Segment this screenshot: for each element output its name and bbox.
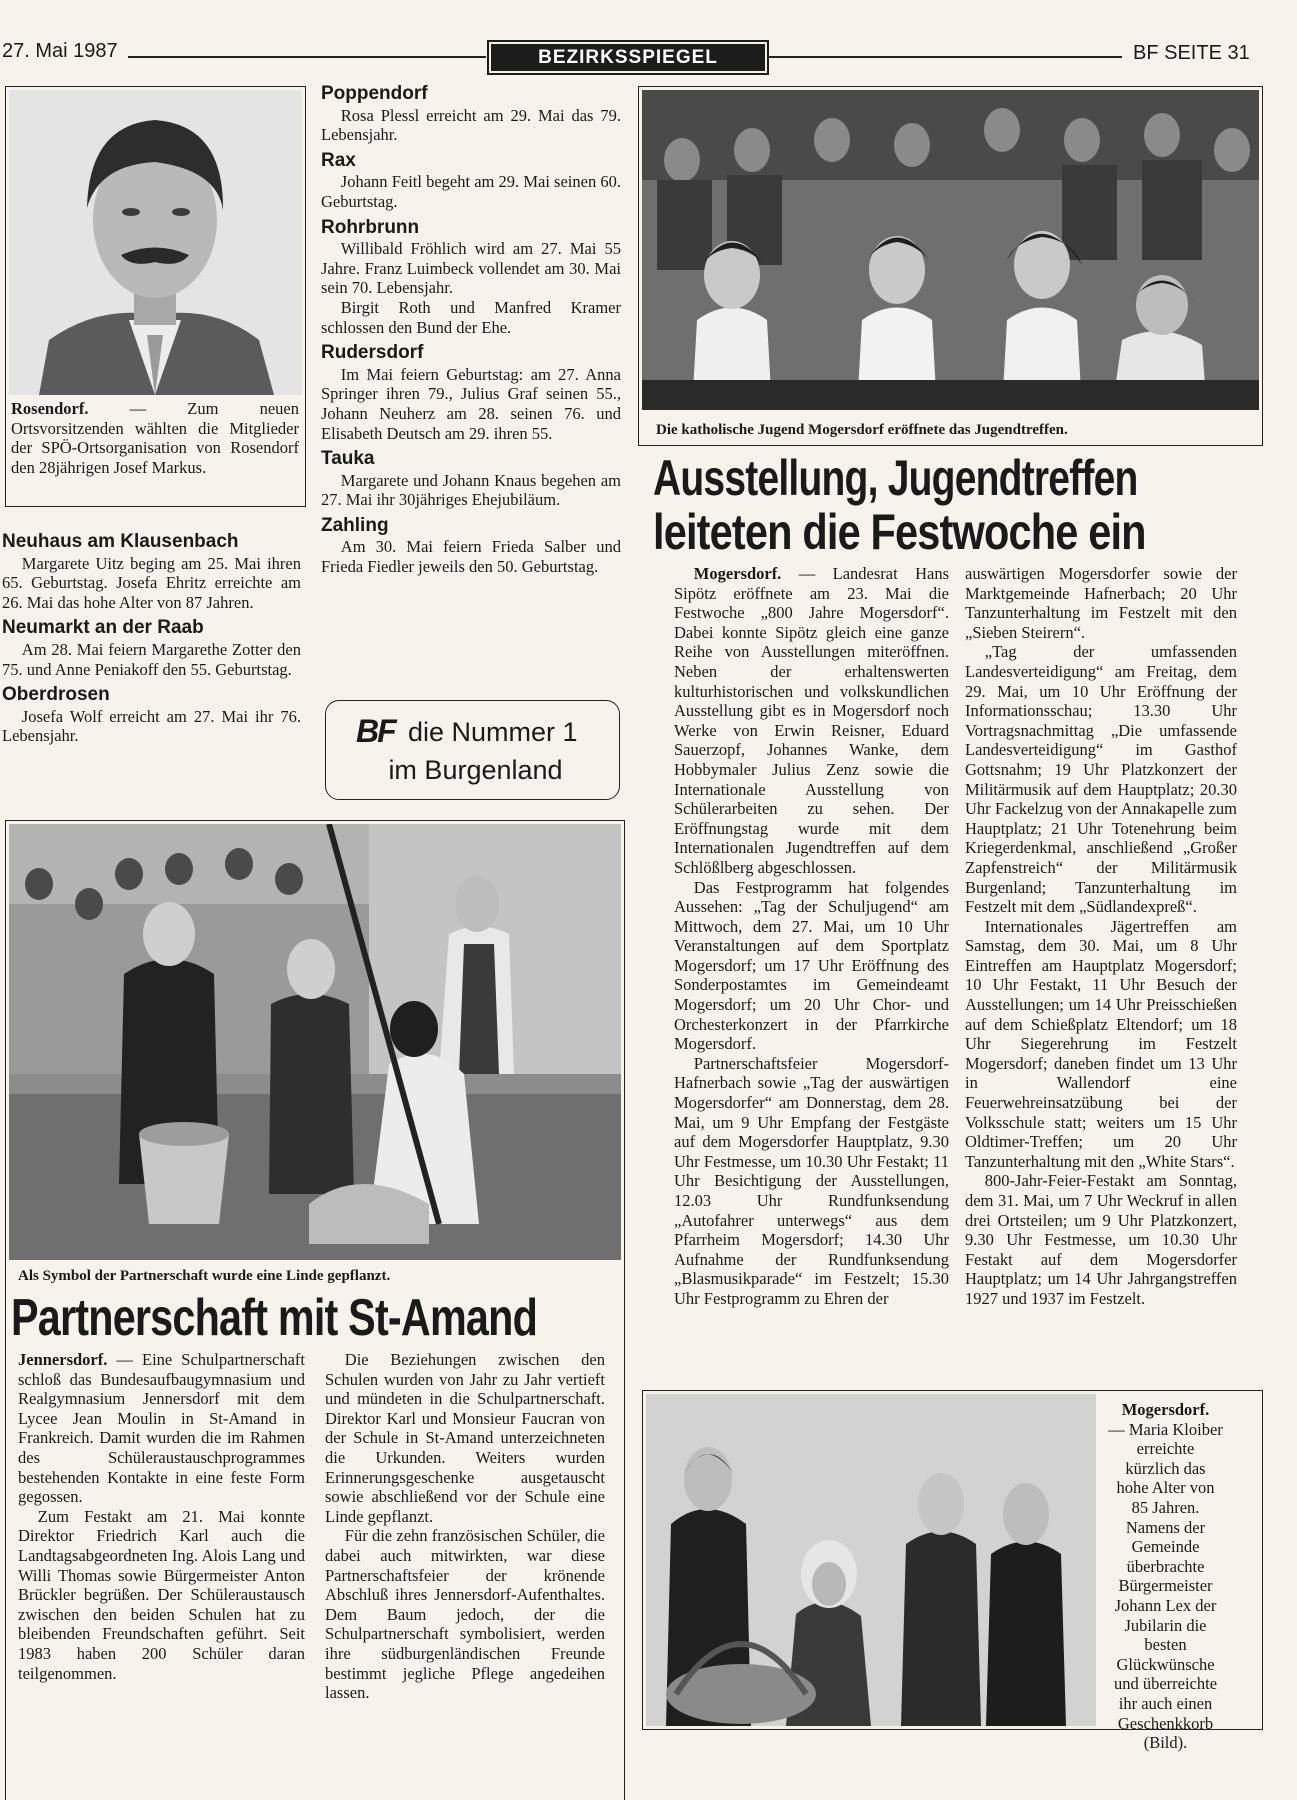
notice-text-rohrbrunn: Willibald Fröhlich wird am 27. Mai 55 Jahre. Franz Luimbeck vollendet am 30. Mai sein 70. Lebensjahr.	[321, 239, 621, 298]
notice-place-oberdrosen: Oberdrosen	[2, 684, 110, 706]
partner-col1-p2: Zum Festakt am 21. Mai konnte Direktor Friedrich Karl auch die Landtagsabgeordneten Ing. Alois Lang und Willi Thomas sowie Bürgermeister Anton Brückler begrüßen. Der Schüleraustausch zwischen den beiden Schulen hat zu bleibenden Freundschaften geführt. Seit 1983 haben 200 Schüler daran teilgenommen.	[18, 1506, 305, 1683]
notice-text-neumarkt: Am 28. Mai feiern Margarethe Zotter den 75. und Anne Peniakoff den 55. Geburtstag.	[2, 639, 301, 679]
notice-text-oberdrosen: Josefa Wolf erreicht am 27. Mai ihr 76. Lebensjahr.	[2, 706, 301, 746]
jugend-col2-p3: Internationales Jägertreffen am Samstag, dem 30. Mai, um 8 Uhr Eintreffen am Hauptplatz Mogersdorf; 10 Uhr Festakt, 11 Uhr Besuch der Ausstellungen; um 14 Uhr Preisschießen auf dem Schießplatz Eltendorf; um 18 Uhr Siegerehrung im Festzelt Mogersdorf; daneben findet um 13 Uhr in Wallendorf eine Feuerwehreinsatzübung bei der Volksschule statt; weiters um 15 Uhr Oldtimer-Treffen; um 20 Uhr Tanzunterhaltung mit den „White Stars“.	[965, 916, 1237, 1171]
left-notices-column	[2, 532, 301, 746]
jugend-caption: Die katholische Jugend Mogersdorf eröffnete das Jugendtreffen.	[656, 422, 1068, 438]
notice-place-rohrbrunn: Rohrbrunn	[321, 216, 420, 238]
jugend-col2-p4: 800-Jahr-Feier-Festakt am Sonntag, dem 31. Mai, um 7 Uhr Weckruf in allen drei Ortsteilen; um 9 Uhr Platzkonzert, 9.30 Uhr Festmesse, um 10.30 Uhr Festakt auf dem Mogersdorfer Hauptplatz; um 14 Uhr Jahrgangstreffen 1927 und 1937 im Festzelt.	[965, 1171, 1237, 1308]
jugend-photo	[642, 90, 1259, 410]
notice-text-rohrbrunn-2: Birgit Roth und Manfred Kramer schlossen den Bund der Ehe.	[321, 297, 621, 337]
bf-ad-box	[325, 700, 620, 800]
partner-article-col1	[18, 1350, 305, 1683]
jugend-col1-p1: — Landesrat Hans Sipötz eröffnete am 23. Mai die Festwoche „800 Jahre Mogersdorf“. Dabei konnte Sipötz gleich eine ganze Reihe von Ausstellungen miteröffnen. Neben der erhaltenswerten kulturhistorischen und volkskundlichen Ausstellung gibt es in Mogersdorf noch Werke von Erwin Reisner, Eduard Sauerzopf, Johannes Wanke, dem Hobbymaler Julius Zenz sowie die Internationale Ausstellung von Schülerarbeiten zu sehen. Der Eröffnungstag wurde mit dem Internationalen Jugendtreffen auf dem Schlößlberg abgeschlossen.	[674, 564, 949, 877]
notice-place-neumarkt: Neumarkt an der Raab	[2, 617, 204, 639]
notices-column	[321, 84, 621, 577]
partner-caption: Als Symbol der Partnerschaft wurde eine Linde gepflanzt.	[18, 1268, 391, 1284]
jugend-headline-line2: leiteten die Festwoche ein	[653, 504, 1146, 560]
header-rule-left	[128, 56, 486, 58]
portrait-photo	[9, 90, 302, 395]
notice-text-poppendorf: Rosa Plessl erreicht am 29. Mai das 79. Lebensjahr.	[321, 105, 621, 145]
jugend-headline-line1: Ausstellung, Jugendtreffen	[653, 450, 1138, 506]
notice-text-rax: Johann Feitl begeht am 29. Mai seinen 60. Geburtstag.	[321, 172, 621, 211]
notice-place-neuhaus: Neuhaus am Klausenbach	[2, 531, 239, 552]
jugend-col1-p3: Partnerschaftsfeier Mogersdorf-Hafnerbach sowie „Tag der auswärtigen Mogersdorfer“ am Donnerstag, dem 28. Mai, um 9 Uhr Empfang der Festgäste auf dem Mogersdorfer Hauptplatz, 9.30 Uhr Festmesse, um 10.30 Uhr Festakt; 11 Uhr Besichtigung der Ausstellungen, 12.03 Uhr Rundfunksendung „Autofahrer unterwegs“ aus dem Pfarrheim Mogersdorf; 14.30 Uhr Aufnahme der Rundfunksendung „Blasmusikparade“ im Festzelt; 15.30 Uhr Festprogramm zu Ehren der	[674, 1053, 949, 1308]
notice-place-rudersdorf: Rudersdorf	[321, 342, 424, 364]
bf-slogan-line1: die Nummer 1	[408, 717, 578, 747]
notice-place-tauka: Tauka	[321, 448, 375, 470]
kloiber-body: — Maria Kloiber erreichte kürzlich das hohe Alter von 85 Jahren. Namens der Gemeinde überbrachte Bürgermeister Johann Lex der Jubilarin die besten Glückwünsche und überreichte ihr auch einen Geschenkkorb (Bild).	[1108, 1419, 1223, 1753]
page-number: BF SEITE 31	[1133, 42, 1250, 64]
kloiber-place: Mogersdorf.	[1121, 1400, 1210, 1419]
section-title: BEZIRKSSPIEGEL	[538, 47, 718, 68]
partner-photo	[9, 824, 621, 1260]
partner-col1-p1: — Eine Schulpartnerschaft schloß das Bundesaufbaugymnasium und Realgymnasium Jennersdorf mit dem Lycee Jean Moulin in St-Amand in Frankreich. Damit wurden die im Rahmen des Schüleraustauschprogrammes bestehenden Kontakte in eine feste Form gegossen.	[18, 1350, 305, 1507]
notice-text-zahling: Am 30. Mai feiern Frieda Salber und Frieda Fiedler jeweils den 50. Geburtstag.	[321, 537, 621, 577]
issue-date: 27. Mai 1987	[2, 40, 118, 62]
jugend-place: Mogersdorf.	[693, 564, 782, 583]
notice-place-rax: Rax	[321, 149, 356, 171]
rosendorf-caption	[11, 399, 299, 477]
bf-logo: BF	[356, 713, 395, 749]
jugend-article-col2	[965, 564, 1237, 1309]
notice-text-rudersdorf: Im Mai feiern Geburtstag: am 27. Anna Springer ihren 79., Julius Graf seinen 55., Johann Neuherz am 28. seinen 76. und Elisabeth Deutsch am 29. ihren 55.	[321, 364, 621, 443]
jugend-col2-p1: auswärtigen Mogersdorfer sowie der Marktgemeinde Hafnerbach; 20 Uhr Tanzunterhaltung im Festzelt mit den „Sieben Steirern“.	[965, 564, 1237, 642]
partner-article-col2	[325, 1350, 605, 1703]
kloiber-photo	[646, 1394, 1096, 1726]
jugend-col2-p2: „Tag der umfassenden Landesverteidigung“ am Freitag, dem 29. Mai, um 10 Uhr Eröffnung der Informationsschau; 13.30 Uhr Vortragsnachmittag „Die umfassende Landesverteidigung“ im Gasthof Gottsnahm; 19 Uhr Platzkonzert der Militärmusik auf dem Hauptplatz; 20.30 Uhr Fackelzug von der Annakapelle zum Hauptplatz; 21 Uhr Totenehrung beim Kriegerdenkmal, anschließend „Großer Zapfenstreich“ der Militärmusik Burgenland; Tanzunterhaltung im Festzelt mit dem „Südlandexpreß“.	[965, 642, 1237, 917]
jugend-col1-p2: Das Festprogramm hat folgendes Aussehen: „Tag der Schuljugend“ am Mittwoch, dem 27. Mai, um 10 Uhr Veranstaltungen auf dem Sportplatz Mogersdorf; um 17 Uhr Eröffnung des Sonderpostamtes im Gemeindeamt Mogersdorf; um 20 Uhr Chor- und Orchesterkonzert in der Pfarrkirche Mogersdorf.	[674, 877, 949, 1054]
notice-place-zahling: Zahling	[321, 514, 389, 536]
partner-place: Jennersdorf.	[18, 1350, 108, 1369]
partner-col2-p2: Für die zehn französischen Schüler, die dabei auch mitwirkten, war diese Partnerschaftsfeier der krönende Abschluß ihres Jennersdorf-Aufenthaltes. Dem Baum jedoch, der die Schulpartnerschaft symbolisiert, werden ihre südburgenländischen Freunde bestimmt jegliche Pflege angedeihen lassen.	[325, 1526, 605, 1703]
jugend-article-col1	[674, 564, 949, 1309]
section-banner	[487, 40, 769, 75]
header-rule-right	[767, 56, 1122, 58]
kloiber-text	[1108, 1400, 1223, 1753]
bf-slogan-line2: im Burgenland	[388, 755, 563, 785]
rosendorf-place: Rosendorf.	[11, 399, 89, 418]
partner-headline: Partnerschaft mit St-Amand	[11, 1289, 538, 1347]
notice-text-tauka: Margarete und Johann Knaus begehen am 27. Mai ihr 30jähriges Ehejubiläum.	[321, 470, 621, 510]
partner-col2-p1: Die Beziehungen zwischen den Schulen wurden von Jahr zu Jahr vertieft und mündeten in die Schulpartnerschaft. Direktor Karl und Monsieur Faucran von der Schule in St-Amand unterzeichneten die Urkunden. Weiters wurden Erinnerungsgeschenke ausgetauscht sowie abschließend vor der Schule eine Linde gepflanzt.	[325, 1350, 605, 1526]
notice-text-neuhaus: Margarete Uitz beging am 25. Mai ihren 65. Geburtstag. Josefa Ehritz erreichte am 26. Mai das hohe Alter von 87 Jahren.	[2, 553, 301, 612]
notice-place-poppendorf: Poppendorf	[321, 83, 428, 104]
rosendorf-text: — Zum neuen Ortsvorsitzenden wählten die Mitglieder der SPÖ-Ortsorganisation von Rosendorf den 28jährigen Josef Markus.	[11, 399, 299, 477]
